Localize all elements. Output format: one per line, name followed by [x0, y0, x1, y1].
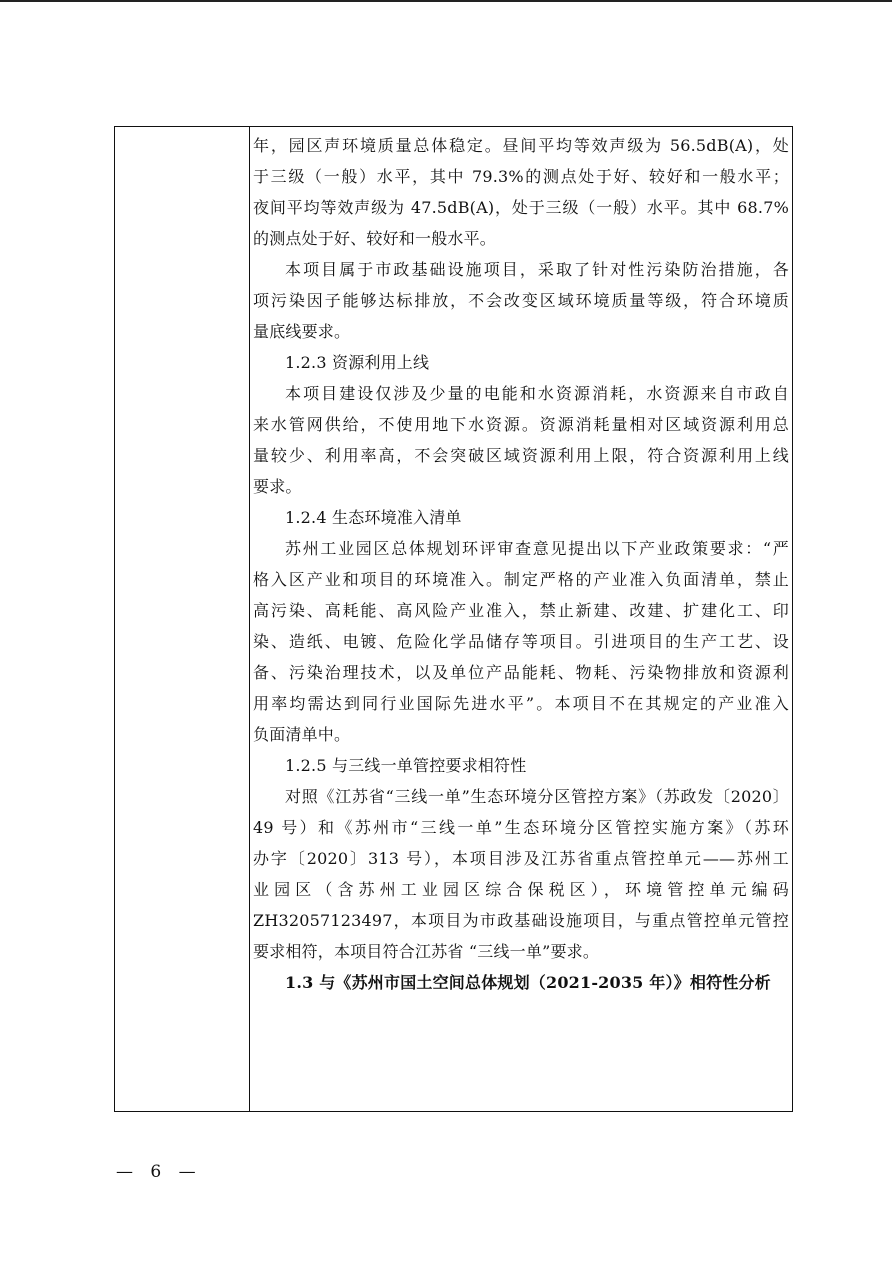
text-line: 来水管网供给，不使用地下水资源。资源消耗量相对区域资源利用总: [253, 415, 789, 434]
page-number: — 6 —: [116, 1162, 202, 1182]
text-line: 要求相符，本项目符合江苏省 “三线一单”要求。: [253, 942, 600, 961]
text-line: 项污染因子能够达标排放，不会改变区域环境质量等级，符合环境质: [253, 291, 789, 310]
env-quality-baseline-paragraph: [253, 254, 789, 347]
text-line: 量较少、利用率高，不会突破区域资源利用上限，符合资源利用上线: [253, 446, 789, 465]
text-line: 备、污染治理技术，以及单位产品能耗、物耗、污染物排放和资源利: [253, 663, 789, 682]
text-line: 业园区（含苏州工业园区综合保税区），环境管控单元编码: [253, 880, 789, 899]
text-line: 本项目建设仅涉及少量的电能和水资源消耗，水资源来自市政自: [285, 384, 789, 403]
text-line: 办字〔2020〕313 号），本项目涉及江苏省重点管控单元——苏州工: [253, 849, 789, 868]
section-1-3-title: 1.3 与《苏州市国土空间总体规划（2021-2035 年）》相符性分析: [285, 973, 771, 992]
resource-utilization-paragraph: [253, 378, 789, 502]
text-line: 对照《江苏省“三线一单”生态环境分区管控方案》（苏政发〔2020〕: [285, 787, 789, 806]
text-line: 负面清单中。: [253, 725, 351, 744]
text-line: 用率均需达到同行业国际先进水平”。本项目不在其规定的产业准入: [253, 694, 789, 713]
content-table: [114, 126, 793, 1112]
eco-access-list-paragraph: [253, 533, 789, 750]
section-1-2-3-title: 1.2.3 资源利用上线: [285, 353, 430, 372]
top-border-line: [0, 0, 892, 2]
text-line: 49 号）和《苏州市“三线一单”生态环境分区管控实施方案》（苏环: [253, 818, 789, 837]
text-line: 高污染、高耗能、高风险产业准入，禁止新建、改建、扩建化工、印: [253, 601, 789, 620]
table-right-column: [253, 127, 789, 998]
text-line: 染、造纸、电镀、危险化学品储存等项目。引进项目的生产工艺、设: [253, 632, 789, 651]
text-line: 苏州工业园区总体规划环评审查意见提出以下产业政策要求：“严: [285, 539, 789, 558]
text-line: 于三级（一般）水平，其中 79.3%的测点处于好、较好和一般水平；: [253, 167, 789, 186]
text-line: 夜间平均等效声级为 47.5dB(A)，处于三级（一般）水平。其中 68.7%: [253, 198, 789, 217]
text-line: 格入区产业和项目的环境准入。制定严格的产业准入负面清单，禁止: [253, 570, 789, 589]
text-line: 的测点处于好、较好和一般水平。: [253, 229, 497, 248]
section-1-2-5-title: 1.2.5 与三线一单管控要求相符性: [285, 756, 527, 775]
table-left-column: [115, 127, 250, 1111]
text-line: 年，园区声环境质量总体稳定。昼间平均等效声级为 56.5dB(A)，处: [253, 136, 789, 155]
text-line: 量底线要求。: [253, 322, 351, 341]
text-line: ZH32057123497，本项目为市政基础设施项目，与重点管控单元管控: [253, 911, 789, 930]
three-lines-one-list-paragraph: [253, 781, 789, 967]
text-line: 本项目属于市政基础设施项目，采取了针对性污染防治措施，各: [285, 260, 789, 279]
noise-quality-paragraph: [253, 130, 789, 254]
section-1-2-4-title: 1.2.4 生态环境准入清单: [285, 508, 462, 527]
text-line: 要求。: [253, 477, 302, 496]
